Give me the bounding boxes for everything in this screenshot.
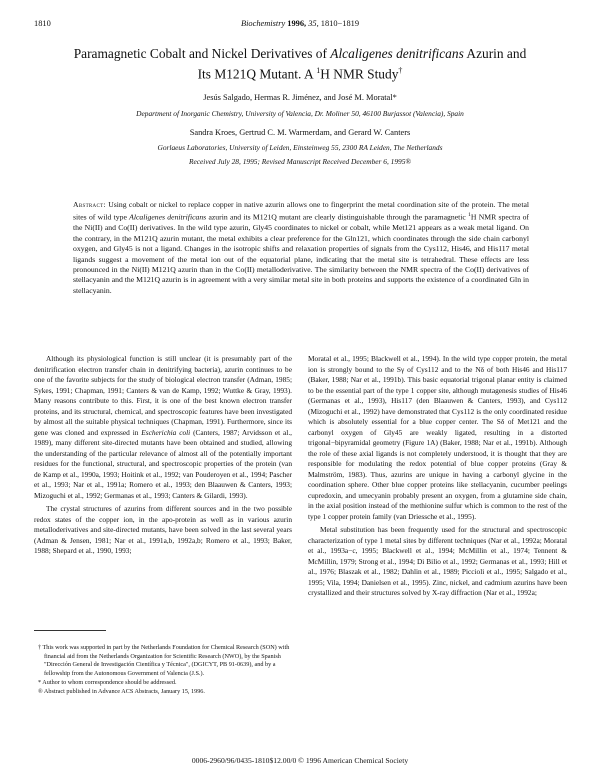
received-dates: Received July 28, 1995; Revised Manuscript Received December 6, 1995® bbox=[188, 157, 412, 166]
footnote-divider bbox=[34, 630, 106, 631]
abstract-species: Alcaligenes denitrificans bbox=[129, 212, 207, 222]
right-column bbox=[308, 354, 567, 602]
page-number: 1810 bbox=[34, 19, 51, 28]
affiliation-group-2: Gorlaeus Laboratories, University of Leiden, Einsteinweg 55, 2300 RA Leiden, The Netherlands bbox=[157, 143, 443, 152]
left-p1-text-b: (Canters, 1987; Arvidsson et al., 1989), many different site-directed mutants have been obtained and studied, allowing the understanding of the particular relevance of almost all of the potentially important residues for the functional, structural, and spectroscopic properties of the protein (van de Kamp et al., 1990a, 1993; Hoitink et al., 1992; van Pouderoyen et al., 1994; Pascher et al., 1993; Nar et al., 1991a; Romero et al., 1993; den Blaauwen & Canters, 1993; Mizoguchi et al., 1992; Germanas et al., 1993; Canters & Gilardi, 1993). bbox=[34, 427, 292, 500]
page-header bbox=[34, 19, 566, 31]
title-species: Alcaligenes denitrificans bbox=[330, 46, 464, 61]
page-footer: 0006-2960/96/0435-1810$12.00/0 © 1996 American Chemical Society bbox=[191, 756, 409, 765]
journal-year: 1996, bbox=[287, 19, 307, 28]
journal-name: Biochemistry bbox=[240, 19, 286, 28]
authors-group-2: Sandra Kroes, Gertrud C. M. Warmerdam, and Gerard W. Canters bbox=[189, 128, 411, 137]
left-p1-text-a: Although its physiological function is still unclear (it is presumably part of the denitrification electron transfer chain in denitrifying bacteria), azurin continues to be one of the favorite subjects for the study of biological electron transfer (Adman, 1985; Sykes, 1991; Chapman, 1991; Canters & van de Kamp, 1992; Wuttke & Gray, 1993). Many reasons contribute to this. First, it is one of the best known electron transfer proteins, and its structural, chemical, and spectroscopic features have been investigated by almost all the suitable physical techniques (Chapman, 1991). Furthermore, since its gene was cloned and expressed in bbox=[34, 354, 292, 437]
title-line2-text: Its M121Q Mutant. A bbox=[197, 65, 317, 81]
article-title bbox=[40, 46, 560, 82]
abstract-text-1: Using cobalt or nickel to replace copper in native azurin allows one to fingerprint the metal coordination site of the protein. The metal sites of wild type bbox=[73, 200, 530, 222]
left-paragraph-1 bbox=[34, 354, 292, 501]
abstract-sup: 1 bbox=[468, 212, 471, 219]
title-sup-1: 1 bbox=[316, 65, 321, 75]
abstract bbox=[73, 200, 529, 296]
journal-volume: 35, bbox=[308, 19, 319, 28]
left-p1-species: Escherichia coli bbox=[141, 427, 191, 437]
left-column bbox=[34, 354, 292, 560]
authors-group-1: Jesús Salgado, Hermas R. Jiménez, and José M. Moratal* bbox=[203, 93, 397, 102]
footnotes bbox=[34, 644, 292, 697]
abstract-label: Abstract: bbox=[73, 200, 106, 209]
right-paragraph-2: Metal substitution has been frequently used for the structural and spectroscopic characterization of type 1 metal sites by different techniques (Nar et al., 1992a; Moratal et al., 1993a−c, 1995; Blackwell et al., 1994; McMillin et al., 1974; Tennent & McMillin, 1979; Strong et al., 1994; Di Bilio et al., 1992; Germanas et al., 1993; Hill et al., 1976; Blaszak et al., 1982; Dahlin et al., 1989; Piccioli et al., 1995; Salgado et al., 1995; Vila, 1994; Danielsen et al., 1995). Zinc, nickel, and cadmium azurins have been crystallized and their structures solved by X-ray diffraction (Nar et al., 1992a; bbox=[308, 525, 567, 597]
title-line2-mid: H NMR Study bbox=[320, 65, 399, 81]
abstract-text-3: H NMR spectra of the Ni(II) and Co(II) derivatives. In the wild type azurin, Gly45 coordinates to nickel or cobalt, while Met121 appears as a weak metal ligand. On the contrary, in the M121Q azurin mutant, the metal exhibits a clear preference for the Gln121, which coordinates through the side chain carbonyl oxygen, and Gly45 is not a ligand. Changes in the isotropic shifts and relaxation properties of signals from the Cys112, His46, and His117 metal ligands suggest a movement of the metal ion out of the equatorial plane, indicating that the metal site is tetrahedral. These effects are less pronounced in the Ni(II) M121Q azurin than in the Co(II) metalloderivative. The similarity between the NMR spectra of the Co(II) derivatives of stellacyanin and the M121Q azurin is in agreement with a very similar metal site in both proteins and supports the existence of a coordinated Gln in stellacyanin. bbox=[73, 212, 529, 295]
footnote-correspondence: * Author to whom correspondence should be addressed. bbox=[38, 678, 177, 686]
abstract-text-2: azurin and its M121Q mutant are clearly distinguishable through the paramagnetic bbox=[206, 212, 469, 222]
affiliation-group-1: Department of Inorganic Chemistry, University of Valencia, Dr. Moliner 50, 46100 Burjassot (Valencia), Spain bbox=[136, 109, 464, 118]
journal-citation bbox=[34, 19, 566, 28]
journal-pages: 1810−1819 bbox=[320, 19, 360, 28]
left-paragraph-2: The crystal structures of azurins from different sources and in the two possible redox states of the copper ion, in the apo-protein as well as in various azurin metalloderivatives and site-directed mutants, have been solved in the last several years (Adman & Jensen, 1981; Nar et al., 1991a,b, 1992a,b; Romero et al., 1993; Baker, 1988; Shepard et al., 1990, 1993; bbox=[34, 504, 292, 555]
title-dagger: † bbox=[398, 65, 403, 75]
footnote-funding: † This work was supported in part by the Netherlands Foundation for Chemical Research (SON) with financial aid from the Netherlands Organization for Scientific Research (NWO), by the Spanish "Dirección General de Investigación Científica y Técnica", (DGICYT, PB 91-0639), and by a fellowship from the Autonomous Government of Valencia (J.S.). bbox=[38, 644, 290, 677]
right-paragraph-1: Moratal et al., 1995; Blackwell et al., 1994). In the wild type copper protein, the metal ion is strongly bound to the Sγ of Cys112 and to the Nδ of both His46 and His117 (Baker, 1988; Nar et al., 1991b). This basic equatorial trigonal planar entity is claimed to be the essential part of the type 1 copper site, although mutagenesis studies of His46 (Germanas et al., 1993), His117 (den Blaauwen & Canters, 1993), and Cys112 (Mizoguchi et al., 1992) have demonstrated that Cys112 is the only coordinated residue which is absolutely essential for a blue copper center. The Sδ of Met121 and the carbonyl oxygen of Gly45 are weakly ligated, resulting in a distorted trigonal−bipyramidal geometry (Figure 1A) (Baker, 1988; Nar et al., 1991b). Although the role of these axial ligands is not completely understood, it is thought that they are responsible for modulating the redox potential of blue copper proteins (Gray & Malmström, 1983). Thus, azurins are unique in having a carbonyl glycine in the coordination sphere. Other blue copper proteins like stellacyanin, cucumber peelings cupredoxin, and umecyanin probably present an oxygen, from a glutamine side chain, in the axial position instead of the methionine sulfur which is common to the rest of the type 1 copper protein family (van Driessche et al., 1995). bbox=[308, 354, 567, 521]
title-line1-suffix: Azurin and bbox=[463, 46, 527, 61]
title-line1-prefix: Paramagnetic Cobalt and Nickel Derivatives of bbox=[73, 46, 331, 61]
footnote-abstract-published: ® Abstract published in Advance ACS Abstracts, January 15, 1996. bbox=[38, 687, 205, 695]
